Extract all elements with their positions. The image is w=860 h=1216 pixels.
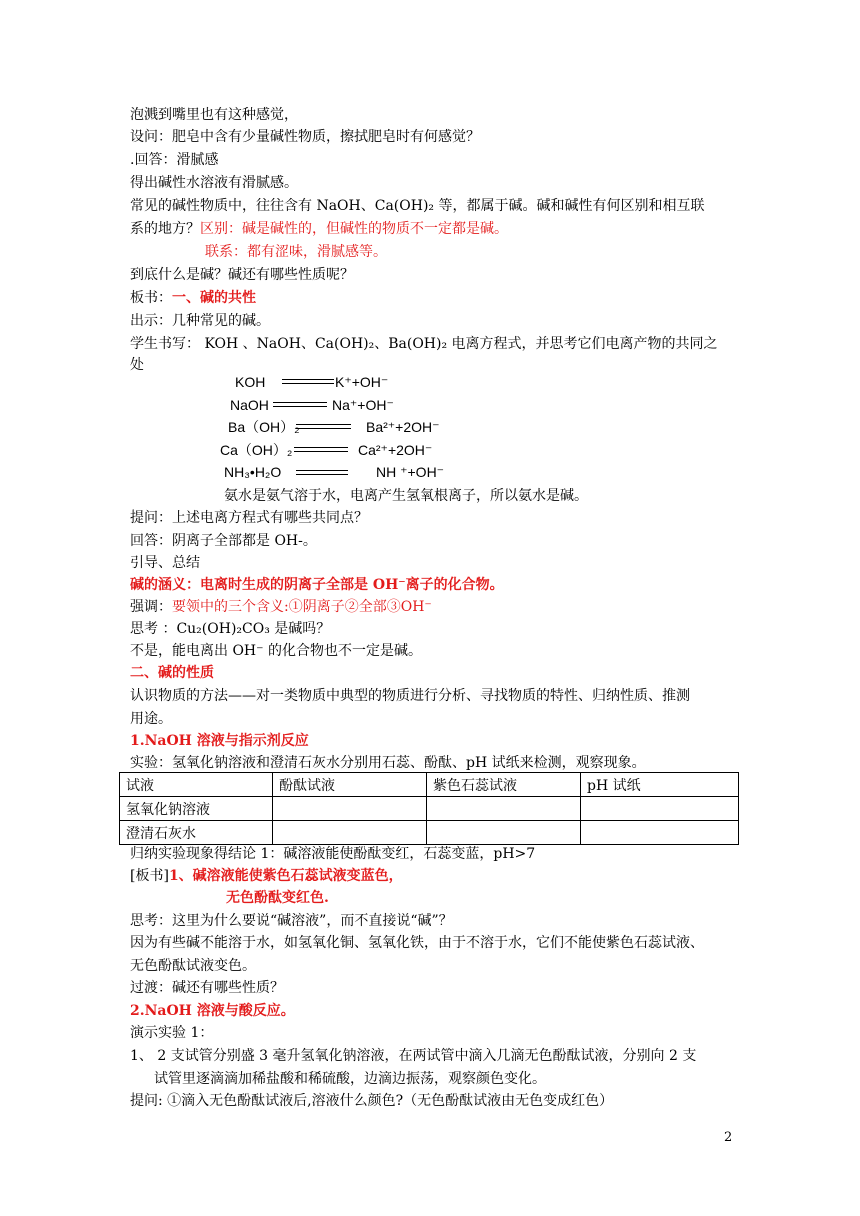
- equation-right: Na⁺+OH⁻: [332, 397, 394, 413]
- equation-left: Ba（OH）₂: [228, 419, 300, 435]
- text-line: 回答：阴离子全部都是 OH-。: [130, 533, 317, 549]
- table-header-cell: 紫色石蕊试液: [427, 773, 581, 797]
- text-line: 无色酚酞试液变色。: [130, 958, 256, 974]
- equation-left: NH₃•H₂O: [224, 464, 282, 480]
- connection-note: 联系：都有涩味，滑腻感等。: [205, 244, 387, 260]
- table-cell: [273, 821, 427, 845]
- text-line: 1、 2 支试管分别盛 3 毫升氢氧化钠溶液，在两试管中滴入几滴无色酚酞试液，分别向 2 支: [130, 1048, 697, 1064]
- text-span: 系的地方？: [130, 221, 200, 237]
- text-line: 用途。: [130, 711, 172, 727]
- equation-right: NH ⁺+OH⁻: [376, 464, 445, 480]
- text-span: 板书：: [130, 290, 172, 306]
- text-line: [130, 865, 403, 887]
- difference-note: 区别：碱是碱性的，但碱性的物质不一定都是碱。: [200, 221, 508, 237]
- page-number: 2: [724, 1130, 733, 1145]
- emphasis-note: 要领中的三个含义:①阴离子②全部③OH⁻: [172, 599, 432, 615]
- table-cell: 澄清石灰水: [120, 821, 273, 845]
- equation-left: NaOH: [230, 397, 269, 413]
- board-note: 无色酚酞变红色.: [226, 890, 329, 906]
- table-row: [120, 773, 739, 797]
- text-line: 实验：氢氧化钠溶液和澄清石灰水分别用石蕊、酚酞、pH 试纸来检测，观察现象。: [130, 755, 646, 771]
- text-span: [板书]: [130, 868, 169, 884]
- table-header-cell: 试液: [120, 773, 273, 797]
- text-line: 出示：几种常见的碱。: [130, 313, 270, 329]
- equation-arrow: [296, 470, 348, 475]
- subsection-heading: 2.NaOH 溶液与酸反应。: [130, 1003, 295, 1019]
- text-span: 强调：: [130, 599, 172, 615]
- text-line: 设问：肥皂中含有少量碱性物质，擦拭肥皂时有何感觉？: [130, 129, 480, 145]
- text-line: 过渡：碱还有哪些性质？: [130, 980, 284, 996]
- definition-line: 碱的涵义：电离时生成的阴离子全部是 OH⁻离子的化合物。: [130, 577, 504, 593]
- table-cell: 氢氧化钠溶液: [120, 797, 273, 821]
- text-line: 认识物质的方法——对一类物质中典型的物质进行分析、寻找物质的特性、归纳性质、推测: [130, 688, 690, 704]
- equation-right: K⁺+OH⁻: [335, 374, 389, 390]
- text-line: [130, 596, 432, 618]
- subsection-heading: 1.NaOH 溶液与指示剂反应: [130, 733, 309, 749]
- section-heading: 一、碱的共性: [172, 290, 256, 306]
- table-cell: [427, 821, 581, 845]
- experiment-table: [119, 772, 739, 845]
- equation-arrow: [273, 402, 327, 407]
- text-line: 不是，能电离出 OH⁻ 的化合物也不一定是碱。: [130, 643, 422, 659]
- text-line: 氨水是氨气溶于水，电离产生氢氧根离子，所以氨水是碱。: [224, 488, 588, 504]
- table-header-cell: pH 试纸: [581, 773, 739, 797]
- text-line: 提问：上述电离方程式有哪些共同点？: [130, 510, 368, 526]
- equation-arrow: [282, 379, 334, 384]
- text-line: 演示实验 1：: [130, 1025, 214, 1041]
- table-cell: [273, 797, 427, 821]
- section-heading: 二、碱的性质: [130, 665, 214, 681]
- text-line: 到底什么是碱？碱还有哪些性质呢？: [130, 267, 354, 283]
- equation-right: Ba²⁺+2OH⁻: [366, 419, 440, 435]
- text-line: 归纳实验现象得结论 1：碱溶液能使酚酞变红，石蕊变蓝，pH>7: [130, 846, 536, 862]
- text-line: 提问: ①滴入无色酚酞试液后,溶液什么颜色?（无色酚酞试液由无色变成红色）: [130, 1093, 614, 1109]
- text-line: 因为有些碱不能溶于水，如氢氧化铜、氢氧化铁，由于不溶于水，它们不能使紫色石蕊试液、: [130, 935, 704, 951]
- equation-left: Ca（OH）₂: [220, 442, 293, 458]
- table-cell: [581, 797, 739, 821]
- text-line: 得出碱性水溶液有滑腻感。: [130, 175, 298, 191]
- text-line: 常见的碱性物质中，往往含有 NaOH、Ca(OH)₂ 等，都属于碱。碱和碱性有何区别和相互联: [130, 198, 705, 214]
- text-line: 学生书写： KOH 、NaOH、Ca(OH)₂、Ba(OH)₂ 电离方程式，并思考它们电离产物的共同之: [130, 336, 718, 352]
- text-line: 试管里逐滴滴加稀盐酸和稀硫酸，边滴边振荡，观察颜色变化。: [154, 1071, 546, 1087]
- text-line: [130, 218, 508, 240]
- table-cell: [581, 821, 739, 845]
- equation-left: KOH: [235, 374, 266, 390]
- text-line: 思考 ：Cu₂(OH)₂CO₃ 是碱吗？: [130, 621, 331, 637]
- board-note: 1、碱溶液能使紫色石蕊试液变蓝色，: [168, 868, 403, 884]
- text-line: 引导、总结: [130, 555, 200, 571]
- text-line: 泡溅到嘴里也有这种感觉，: [130, 107, 298, 123]
- table-header-cell: 酚酞试液: [273, 773, 427, 797]
- table-cell: [427, 797, 581, 821]
- table-row: [120, 797, 739, 821]
- text-line: .回答：滑腻感: [130, 152, 219, 168]
- table-row: [120, 821, 739, 845]
- equation-arrow: [294, 447, 348, 452]
- equation-right: Ca²⁺+2OH⁻: [358, 442, 433, 458]
- text-line: 思考：这里为什么要说“碱溶液”，而不直接说“碱”？: [130, 913, 453, 929]
- text-line: [130, 287, 256, 309]
- equation-arrow: [296, 424, 351, 429]
- text-line: 处: [130, 357, 144, 373]
